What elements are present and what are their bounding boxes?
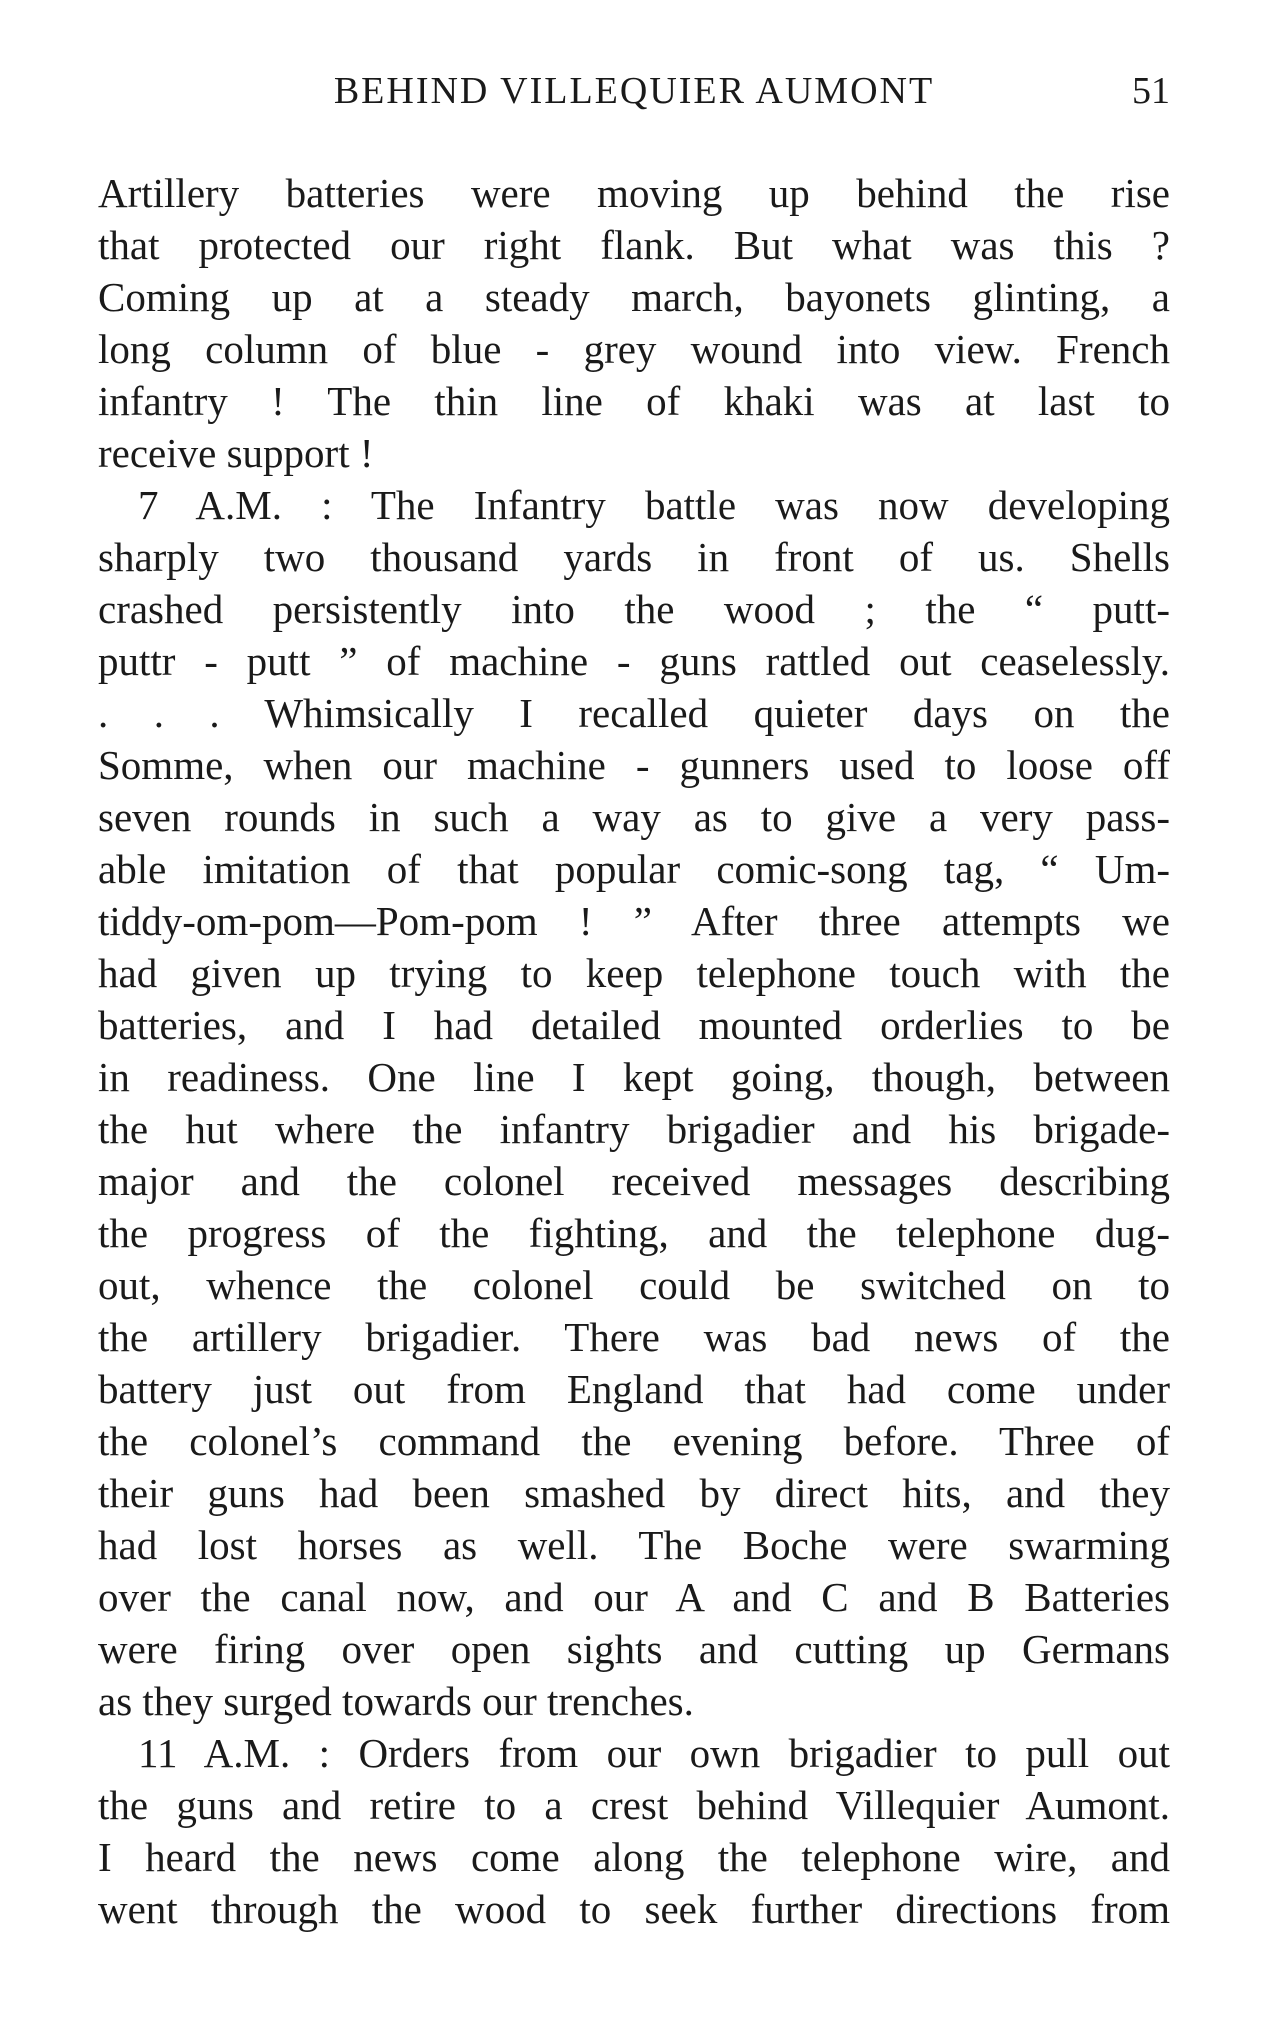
text-line: the hut where the infantry brigadier and his brigade- <box>98 1106 1170 1152</box>
text-line: . . . Whimsically I recalled quieter days on the <box>98 690 1170 736</box>
page-number: 51 <box>1132 70 1170 112</box>
text-line: the colonel’s command the evening before. Three of <box>98 1418 1170 1464</box>
text-line: that protected our right flank. But what was this ? <box>98 222 1170 268</box>
text-line: were firing over open sights and cutting up Germans <box>98 1626 1170 1672</box>
text-line: went through the wood to seek further directions from <box>98 1886 1170 1932</box>
text-line: the progress of the fighting, and the telephone dug- <box>98 1210 1170 1256</box>
text-line: out, whence the colonel could be switched on to <box>98 1262 1170 1308</box>
text-line: 11 A.M. : Orders from our own brigadier to pull out <box>138 1730 1170 1776</box>
text-line: I heard the news come along the telephone wire, and <box>98 1834 1170 1880</box>
body-text <box>98 167 1170 1935</box>
text-line: had lost horses as well. The Boche were swarming <box>98 1522 1170 1568</box>
text-line: major and the colonel received messages describing <box>98 1158 1170 1204</box>
text-line: Coming up at a steady march, bayonets glinting, a <box>98 274 1170 320</box>
text-line: batteries, and I had detailed mounted orderlies to be <box>98 1002 1170 1048</box>
text-line: long column of blue - grey wound into view. French <box>98 326 1170 372</box>
text-line: seven rounds in such a way as to give a very pass- <box>98 794 1170 840</box>
text-line: their guns had been smashed by direct hits, and they <box>98 1470 1170 1516</box>
text-line: crashed persistently into the wood ; the “ putt- <box>98 586 1170 632</box>
text-line: receive support ! <box>98 430 374 476</box>
text-line: the guns and retire to a crest behind Villequier Aumont. <box>98 1782 1170 1828</box>
text-line: sharply two thousand yards in front of us. Shells <box>98 534 1170 580</box>
text-line: over the canal now, and our A and C and B Batteries <box>98 1574 1170 1620</box>
text-line: infantry ! The thin line of khaki was at last to <box>98 378 1170 424</box>
running-title: BEHIND VILLEQUIER AUMONT <box>333 70 935 112</box>
text-line: the artillery brigadier. There was bad news of the <box>98 1314 1170 1360</box>
text-line: had given up trying to keep telephone touch with the <box>98 950 1170 996</box>
text-line: as they surged towards our trenches. <box>98 1678 694 1724</box>
running-head <box>98 66 1170 116</box>
text-line: in readiness. One line I kept going, though, between <box>98 1054 1170 1100</box>
text-line: 7 A.M. : The Infantry battle was now developing <box>138 482 1170 528</box>
text-line: battery just out from England that had come under <box>98 1366 1170 1412</box>
text-line: Somme, when our machine - gunners used to loose off <box>98 742 1170 788</box>
text-line: able imitation of that popular comic-song tag, “ Um- <box>98 846 1170 892</box>
text-line: puttr - putt ” of machine - guns rattled out ceaselessly. <box>98 638 1170 684</box>
text-line: Artillery batteries were moving up behind the rise <box>98 170 1170 216</box>
text-line: tiddy-om-pom—Pom-pom ! ” After three attempts we <box>98 898 1170 944</box>
